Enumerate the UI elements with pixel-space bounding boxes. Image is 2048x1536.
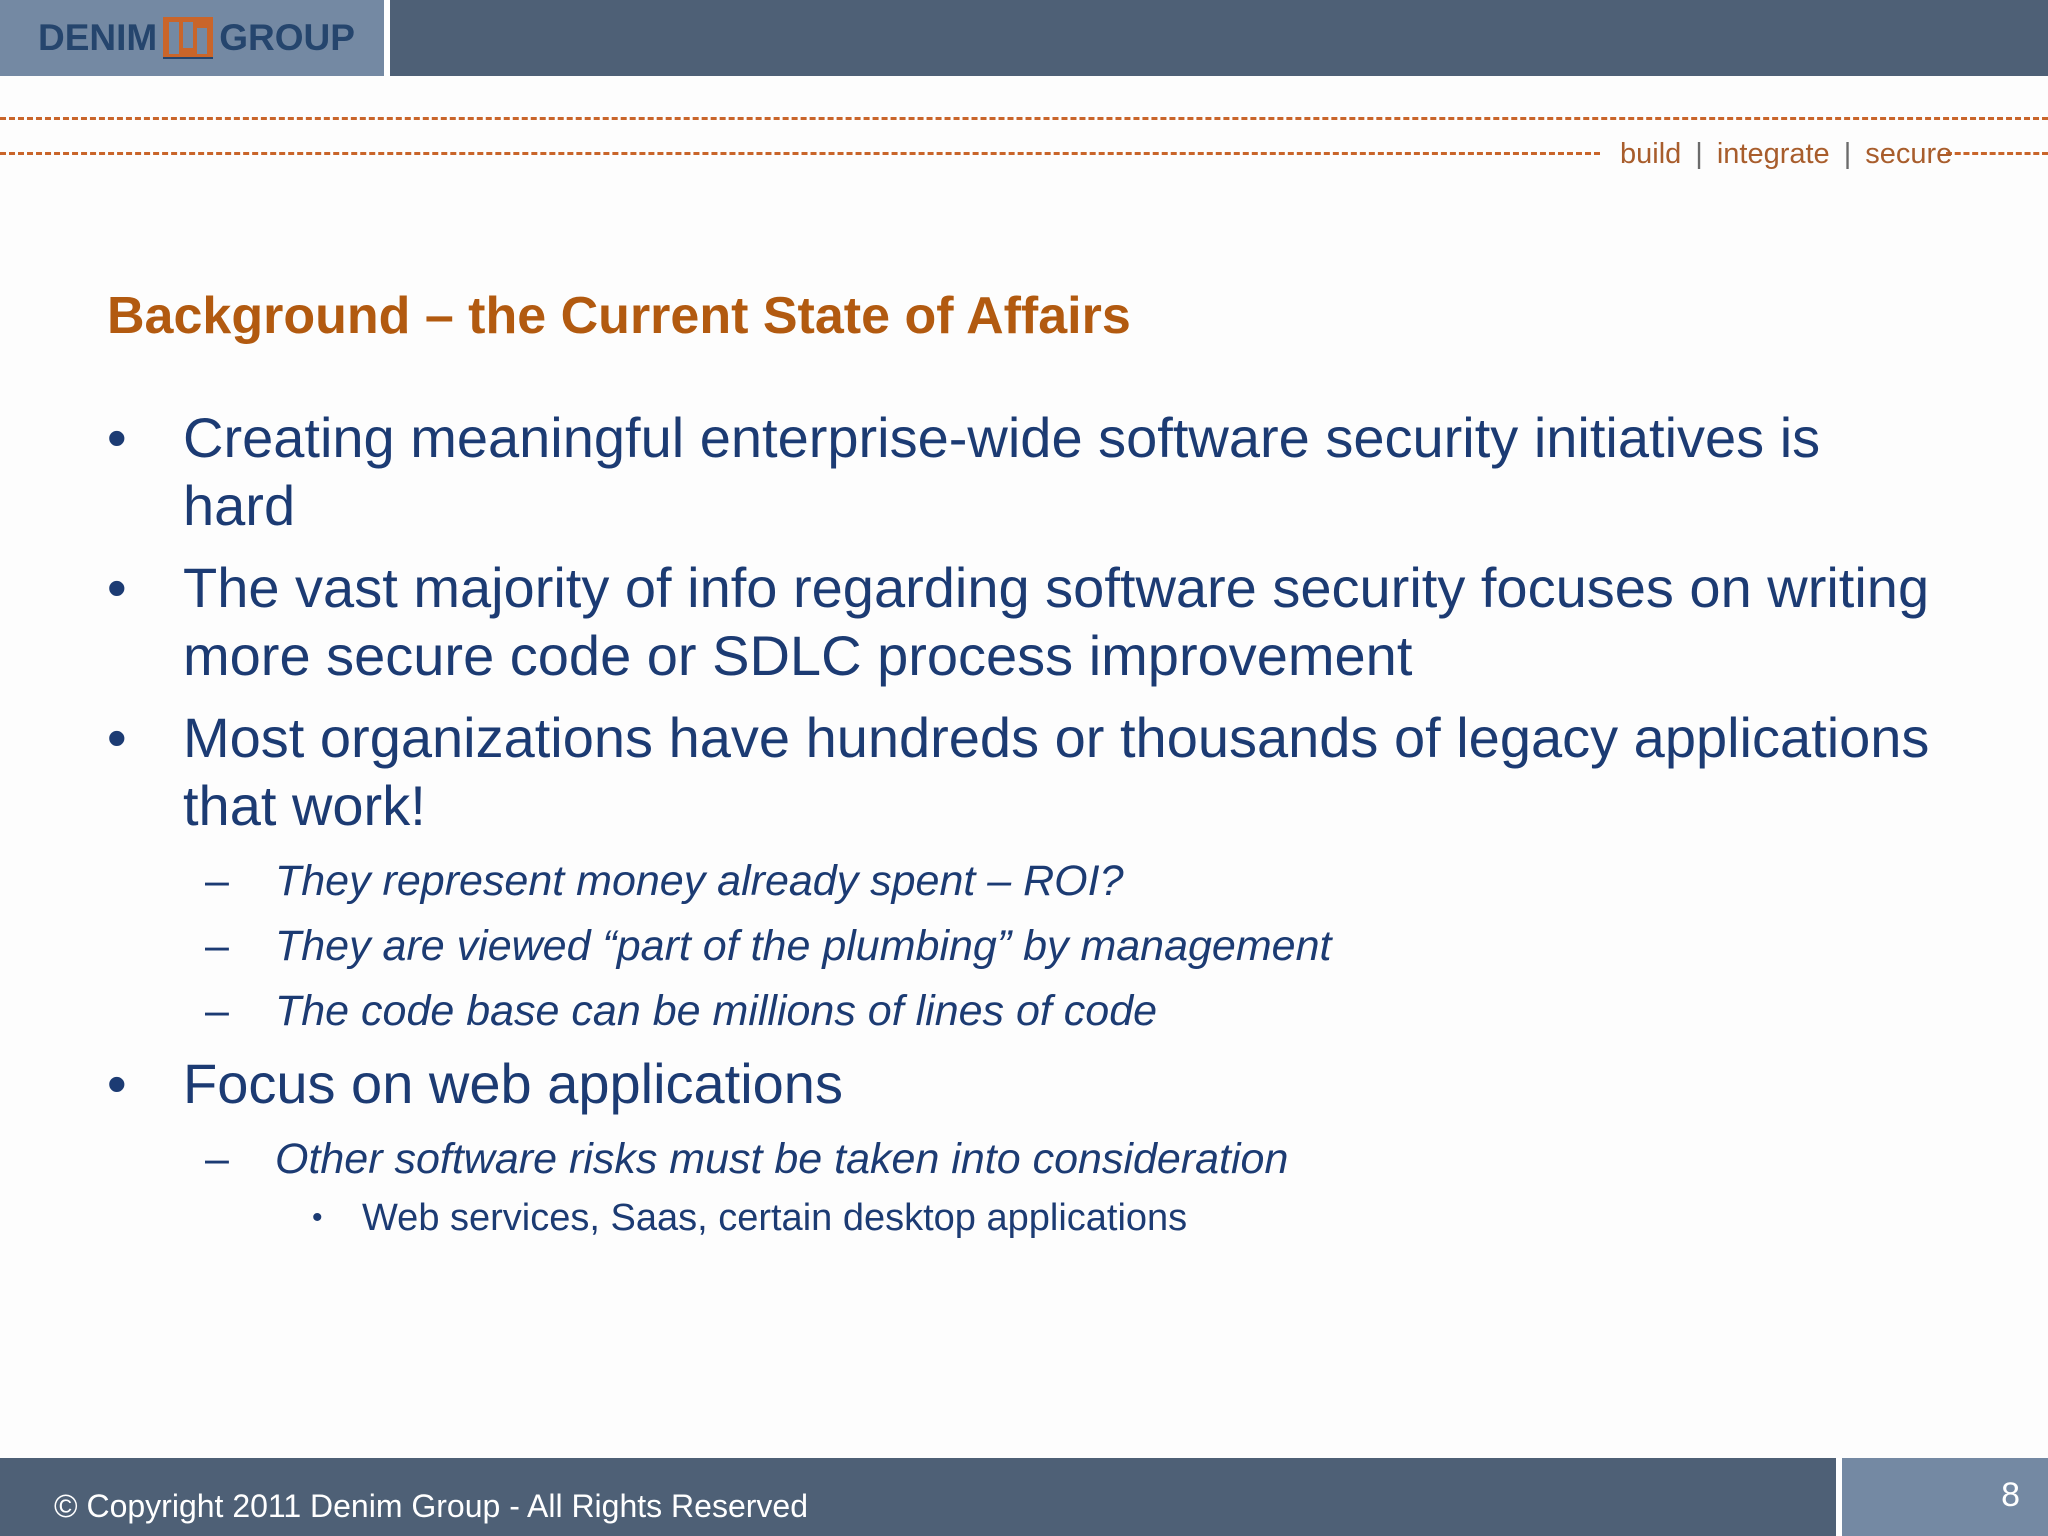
footer-bar: [0, 1458, 2048, 1536]
logo-mark-icon: [163, 17, 213, 59]
logo-text-left: DENIM: [38, 17, 158, 58]
tagline-integrate: integrate: [1716, 137, 1830, 170]
company-logo: [0, 0, 390, 76]
sub-bullet-text: Other software risks must be taken into consideration: [275, 1135, 1289, 1183]
bullet-text-line: Focus on web applications: [183, 1052, 843, 1115]
dash-glyph: –: [205, 857, 229, 905]
dash-glyph: –: [205, 1135, 229, 1183]
bullet-text-line: hard: [183, 474, 296, 537]
bullet-text: [183, 554, 2048, 690]
page-number: 8: [2001, 1476, 2020, 1514]
bullet-text: [183, 1050, 2048, 1118]
dash-glyph: –: [205, 987, 229, 1035]
bullet-text-line: Creating meaningful enterprise-wide software security initiatives is: [183, 406, 1821, 469]
copyright-text: © Copyright 2011 Denim Group - All Rights Reserved: [54, 1488, 808, 1524]
bullet-text-line: that work!: [183, 774, 426, 837]
header-bar: [0, 0, 2048, 76]
tagline: [1620, 134, 1953, 174]
bullet-text-line: more secure code or SDLC process improvement: [183, 624, 1413, 687]
slide-title: Background – the Current State of Affairs: [107, 287, 1131, 345]
bullet-glyph: •: [107, 706, 127, 769]
dash-glyph: –: [205, 922, 229, 970]
sub-bullet-text: The code base can be millions of lines of code: [275, 987, 1158, 1035]
bullet-glyph: •: [312, 1201, 323, 1234]
footer-right-panel: [1842, 1458, 2048, 1536]
bullet-glyph: •: [107, 1052, 127, 1115]
decorative-dashed-line-top: [0, 117, 2048, 120]
bullet-text-line: The vast majority of info regarding software security focuses on writing: [183, 556, 1930, 619]
sub-sub-bullet-text: Web services, Saas, certain desktop applications: [362, 1197, 1188, 1239]
sub-bullet-text: They are viewed “part of the plumbing” by management: [275, 922, 1332, 970]
bullet-glyph: •: [107, 406, 127, 469]
decorative-dashed-line-tail: [1946, 152, 2048, 155]
bullet-glyph: •: [107, 556, 127, 619]
decorative-dashed-line-bottom: [0, 152, 1600, 155]
bullet-text: [183, 704, 2048, 840]
bullet-text-line: Most organizations have hundreds or thousands of legacy applications: [183, 706, 1930, 769]
footer-left-panel: [0, 1458, 1836, 1536]
sub-bullet-text: They represent money already spent – ROI?: [275, 857, 1124, 905]
tagline-build: build: [1620, 137, 1682, 170]
tagline-separator: |: [1843, 137, 1852, 170]
tagline-separator: |: [1695, 137, 1703, 170]
bullet-text: [183, 404, 2048, 540]
logo-text-right: GROUP: [219, 17, 355, 58]
tagline-secure: secure: [1865, 137, 1953, 170]
